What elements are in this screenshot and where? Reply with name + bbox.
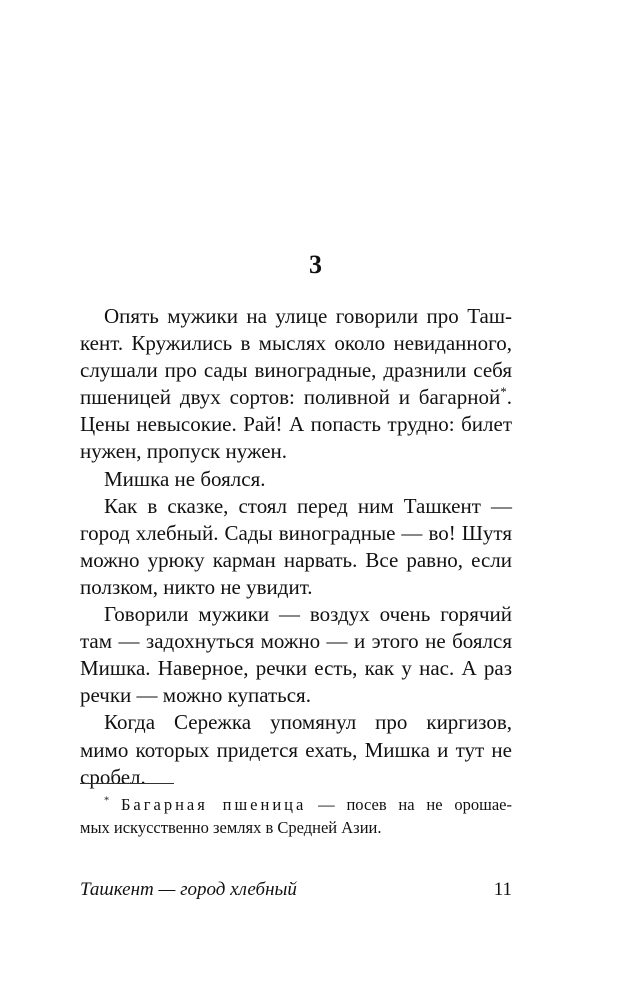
footnote <box>80 794 512 839</box>
text-line: Как в сказке, стоял перед ним Ташкент — <box>104 493 512 518</box>
paragraph-3 <box>80 493 512 601</box>
footnote-term: Багарная пшеница <box>120 795 307 814</box>
text-line: Мишка. Наверное, речки есть, как у нас. А раз <box>80 656 512 681</box>
text-line: Говорили мужики — воздух очень горячий <box>104 602 512 627</box>
text-line: Когда Сережка упомянул про киргизов, <box>104 710 512 735</box>
text-line: мимо которых придется ехать, Мишка и тут не <box>80 737 512 762</box>
paragraph-5 <box>80 709 512 790</box>
text-line: слушали про сады виноградные, дразнили себя <box>80 358 512 383</box>
footnote-definition: — посев на не орошае- <box>306 795 512 814</box>
text-line: кент. Кружились в мыслях около невиданного, <box>80 331 512 356</box>
paragraph-4 <box>80 601 512 709</box>
footnote-separator <box>80 783 174 784</box>
text-line: можно урюку карман нарвать. Все равно, если <box>80 547 512 572</box>
text-line: город хлебный. Сады виноградные — во! Шутя <box>80 520 512 545</box>
text-line: сробел. <box>80 764 146 789</box>
paragraph-2 <box>80 466 512 493</box>
chapter-number: 3 <box>309 250 322 279</box>
footnote-line <box>80 794 512 817</box>
text-line-content: пшеницей двух сортов: поливной и багарной <box>80 385 501 410</box>
body-text <box>80 303 512 791</box>
text-line: нужен, пропуск нужен. <box>80 439 288 464</box>
page-number: 11 <box>493 879 512 900</box>
text-line: Мишка не боялся. <box>104 466 266 491</box>
running-title: Ташкент — город хлебный <box>80 879 297 900</box>
footnote-marker: * <box>500 384 507 400</box>
sentence-period: . <box>506 385 512 410</box>
footnote-marker: * <box>104 795 110 807</box>
text-line: там — задохнуться можно — и этого не боялся <box>80 629 512 654</box>
paragraph-1 <box>80 303 512 466</box>
text-line: Опять мужики на улице говорили про Таш- <box>104 304 512 328</box>
text-line: ползком, никто не увидит. <box>80 574 313 599</box>
text-line-with-footnote <box>80 384 512 411</box>
text-line: Цены невысокие. Рай! А попасть трудно: билет <box>80 412 512 437</box>
text-line: речки — можно купаться. <box>80 683 311 708</box>
footnote-line: мых искусственно землях в Средней Азии. <box>80 817 382 837</box>
